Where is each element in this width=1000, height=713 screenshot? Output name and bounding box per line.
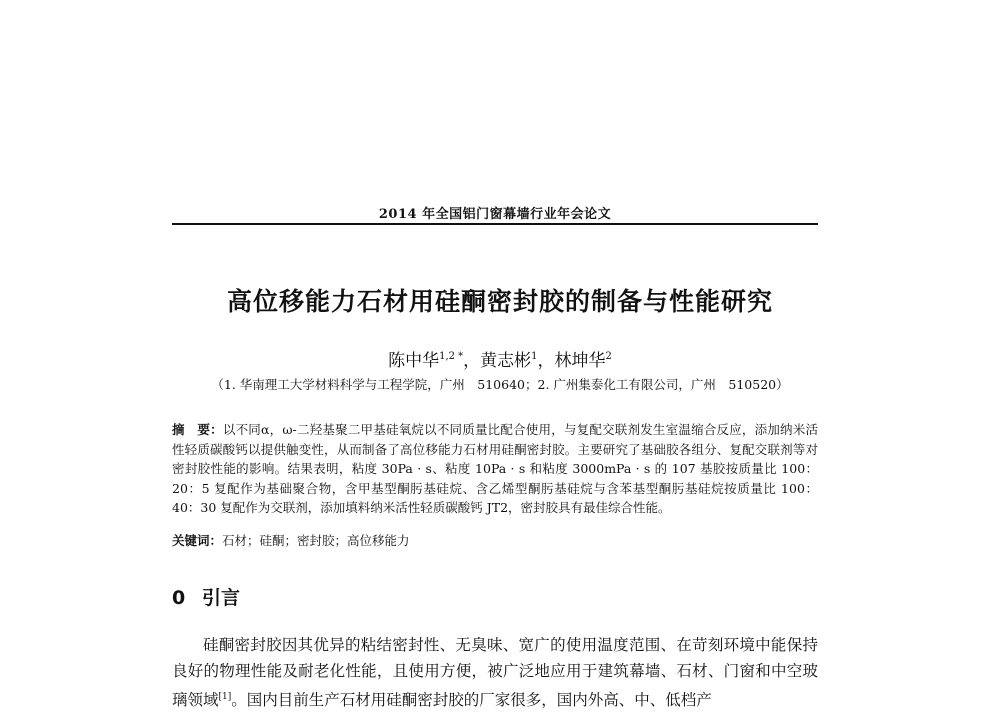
author-affiliation-mark: 1	[531, 351, 538, 362]
keywords-label: 关键词：	[172, 533, 223, 548]
section-heading	[172, 583, 240, 610]
affiliation: （1. 华南理工大学材料科学与工程学院，广州 510640；2. 广州集泰化工有限公司，广州 510520）	[211, 377, 789, 392]
running-header: 2014 年全国铝门窗幕墙行业年会论文	[378, 207, 612, 222]
citation-ref: [1]	[218, 692, 232, 702]
author-name: 陈中华	[388, 351, 440, 371]
keywords-text: 石材；硅酮；密封胶；高位移能力	[222, 533, 410, 548]
abstract-text: 以不同α，ω-二羟基聚二甲基硅氧烷以不同质量比配合使用，与复配交联剂发生室温缩合反应，添加纳米活性轻质碳酸钙以提供触变性，从而制备了高位移能力石材用硅酮密封胶。主要研究了基础胶各组分、复配交联剂等对密封胶性能的影响。结果表明，粘度 30Pa · s、粘度 10Pa · s 和粘度 3000mPa · s 的 107 基胶按质量比 100：20：5 复配作为基础聚合物，含甲基型酮肟基硅烷、含乙烯型酮肟基硅烷与含苯基型酮肟基硅烷按质量比 100：40：30 复配作为交联剂，添加填料纳米活性轻质碳酸钙 JT2，密封胶具有最佳综合性能。	[172, 422, 818, 516]
paper-title: 高位移能力石材用硅酮密封胶的制备与性能研究	[226, 287, 773, 316]
section-title: 引言	[202, 587, 241, 609]
author-line	[200, 346, 800, 371]
abstract-label: 摘 要：	[172, 422, 223, 437]
author-name: 林坤华	[554, 351, 606, 371]
section-number: 0	[172, 587, 186, 609]
body-paragraph	[172, 632, 818, 713]
body-text-part: 硅酮密封胶因其优异的粘结密封性、无臭味、宽广的使用温度范围、在苛刻环境中能保持良好的物理性能及耐老化性能，且使用方便，被广泛地应用于建筑幕墙、石材、门窗和中空玻璃领域	[172, 636, 818, 709]
header-rule	[172, 223, 818, 225]
body-text-part: 。国内目前生产石材用硅酮密封胶的厂家很多，国内外高、中、低档产	[231, 691, 712, 709]
author-name: 黄志彬	[480, 351, 532, 371]
author-separator: ，	[463, 351, 481, 371]
author-affiliation-mark: 1,2 *	[439, 351, 464, 362]
author-separator: ，	[537, 351, 555, 371]
author-affiliation-mark: 2	[605, 351, 612, 362]
keywords	[172, 531, 818, 550]
abstract	[172, 420, 818, 518]
